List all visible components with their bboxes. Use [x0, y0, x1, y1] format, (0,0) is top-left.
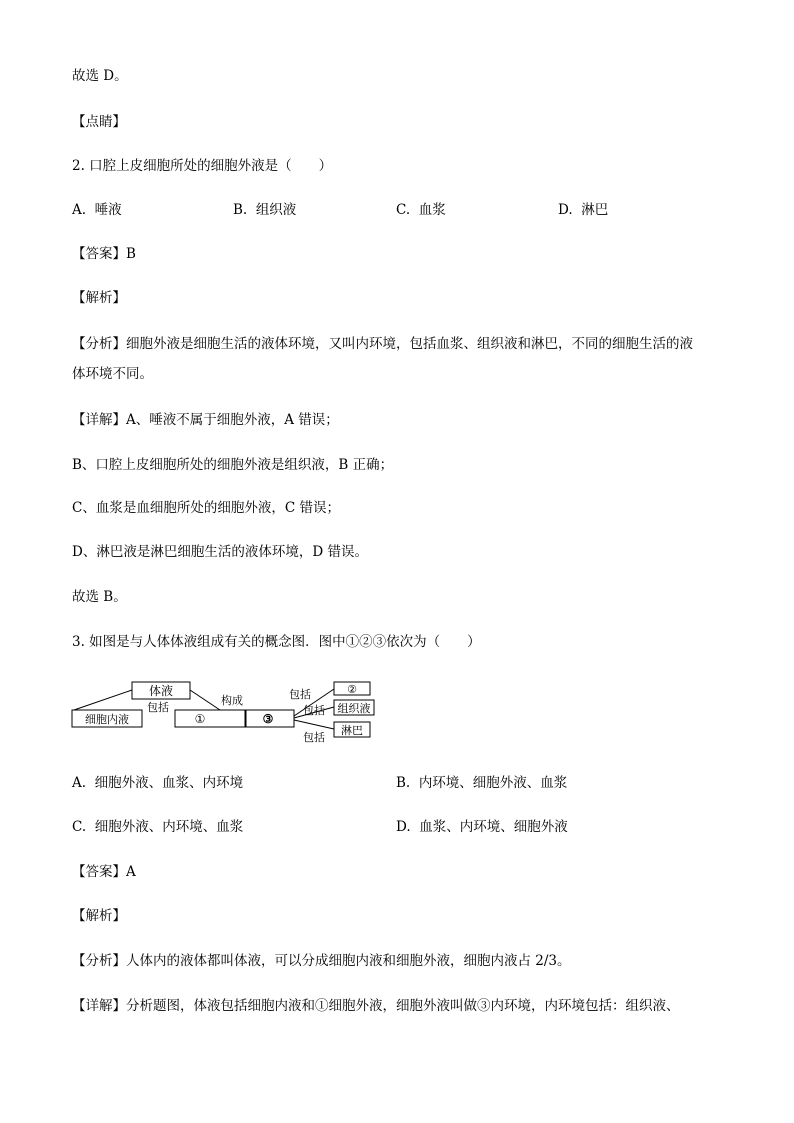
q3-option-d-text: 血浆、内环境、细胞外液	[419, 819, 568, 835]
q2-fenxi-line2: 体环境不同。	[72, 366, 153, 382]
q2-option-d-text: 淋巴	[581, 202, 609, 218]
q2-answer-label: 【答案】	[72, 246, 126, 262]
q3-answer	[72, 862, 136, 882]
q2-detail-c: C、血浆是血细胞所处的细胞外液，C 错误；	[72, 500, 340, 516]
q3-stem: 3. 如图是与人体体液组成有关的概念图．图中①②③依次为（ ）	[72, 634, 481, 650]
label-box-1: ①	[194, 712, 206, 726]
q2-detail-b: B、口腔上皮细胞所处的细胞外液是组织液，B 正确；	[72, 457, 394, 473]
q3-fenxi-text: 人体内的液体都叫体液，可以分成细胞内液和细胞外液，细胞内液占 2/3。	[126, 953, 571, 969]
q2-option-a-text: 唾液	[94, 202, 122, 218]
q2-detail-a-text: A、唾液不属于细胞外液，A 错误；	[126, 412, 339, 428]
q2-option-a	[72, 200, 122, 220]
q2-stem: 2. 口腔上皮细胞所处的细胞外液是（ ）	[72, 158, 333, 174]
q2-conclusion: 故选 B。	[72, 589, 127, 605]
label-include-top: 包括	[289, 688, 311, 701]
label-include-bottom: 包括	[303, 731, 325, 744]
q3-option-b	[396, 773, 567, 793]
q2-option-c	[396, 200, 446, 220]
q3-detail	[72, 996, 680, 1016]
q2-option-c-letter: C.	[396, 202, 411, 218]
label-box-3: ③	[262, 712, 274, 726]
q3-detail-text: 分析题图，体液包括细胞内液和①细胞外液，细胞外液叫做③内环境，内环境包括：组织液、	[126, 998, 680, 1014]
q3-option-a	[72, 773, 243, 793]
label-box-2: ②	[347, 683, 357, 696]
prev-conclusion: 故选 D。	[72, 68, 128, 84]
line-body-to-intra	[74, 690, 132, 710]
q2-detail-d: D、淋巴液是淋巴细胞生活的液体环境，D 错误。	[72, 544, 368, 560]
label-lymph: 淋巴	[341, 724, 363, 737]
label-include-mid: 包括	[303, 704, 325, 717]
q3-option-d	[396, 817, 568, 837]
q2-analysis-label: 【解析】	[72, 290, 126, 306]
q2-fenxi-line1	[72, 334, 693, 354]
q3-answer-label: 【答案】	[72, 864, 126, 880]
q3-option-c-letter: C.	[72, 819, 87, 835]
q2-option-d-letter: D.	[558, 202, 573, 218]
q2-option-d	[558, 200, 608, 220]
q3-analysis-label: 【解析】	[72, 908, 126, 924]
q2-option-b	[233, 200, 296, 220]
q3-option-a-letter: A.	[72, 775, 87, 791]
label-body-fluid: 体液	[148, 684, 174, 698]
q2-option-b-letter: B.	[233, 202, 248, 218]
q3-fenxi-label: 【分析】	[72, 953, 126, 969]
q3-option-c-text: 细胞外液、内环境、血浆	[94, 819, 244, 835]
q2-option-b-text: 组织液	[255, 202, 297, 218]
q3-option-a-text: 细胞外液、血浆、内环境	[94, 775, 244, 791]
q2-fenxi-label: 【分析】	[72, 336, 126, 352]
q3-fenxi	[72, 951, 571, 971]
q3-option-b-letter: B.	[396, 775, 411, 791]
prev-tip-label: 【点睛】	[72, 114, 126, 130]
q2-fenxi-text1: 细胞外液是细胞生活的液体环境，又叫内环境，包括血浆、组织液和淋巴，不同的细胞生活的液	[126, 336, 693, 352]
q2-detail-a	[72, 410, 339, 430]
q3-detail-label: 【详解】	[72, 998, 126, 1014]
label-include-left: 包括	[147, 701, 169, 714]
q2-detail-label: 【详解】	[72, 412, 126, 428]
box-1	[175, 710, 245, 727]
q2-answer-value: B	[126, 246, 136, 262]
q3-option-d-letter: D.	[396, 819, 411, 835]
label-compose: 构成	[221, 694, 243, 707]
q3-option-b-text: 内环境、细胞外液、血浆	[418, 775, 568, 791]
q2-option-c-text: 血浆	[418, 202, 446, 218]
q3-answer-value: A	[126, 864, 136, 880]
q2-option-a-letter: A.	[72, 202, 87, 218]
label-intracellular: 细胞内液	[85, 713, 129, 726]
line-3-to-lymph	[294, 720, 334, 729]
q3-option-c	[72, 817, 243, 837]
line-body-to-1	[190, 690, 220, 710]
concept-diagram	[70, 676, 390, 752]
label-tissue-fluid: 组织液	[337, 702, 371, 715]
q2-answer	[72, 244, 136, 264]
